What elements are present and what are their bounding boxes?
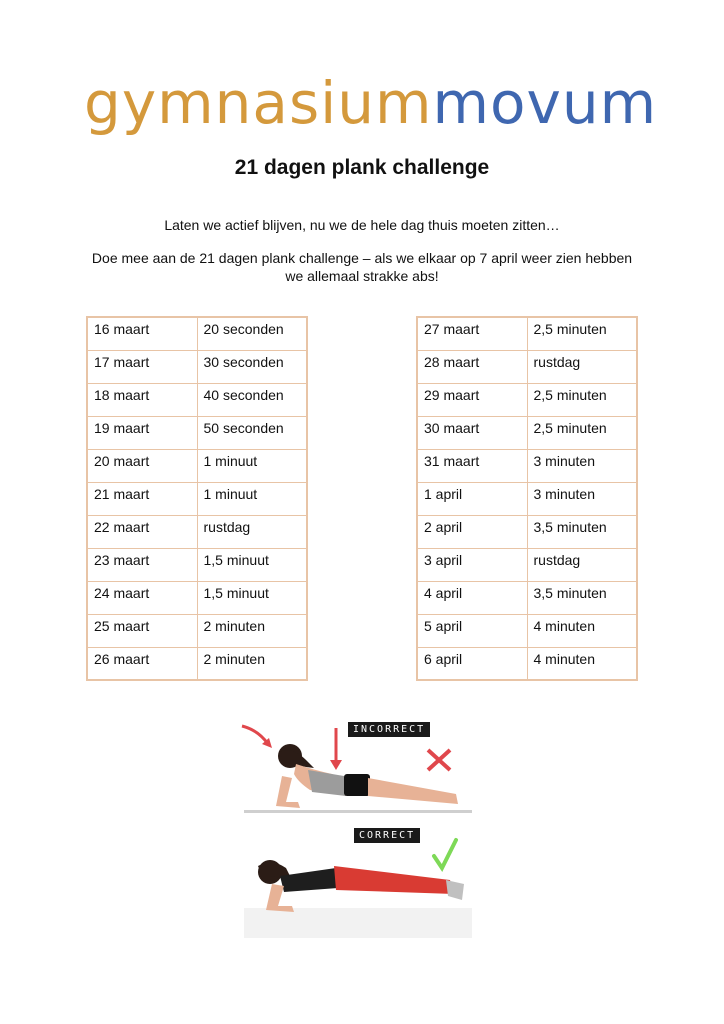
schedule-row <box>87 581 307 614</box>
intro-paragraph-2: Doe mee aan de 21 dagen plank challenge – als we elkaar op 7 april weer zien hebben we allemaal strakke abs! <box>91 250 633 284</box>
schedule-duration: 50 seconden <box>197 416 307 449</box>
schedule-date: 21 maart <box>87 482 197 515</box>
page-title: 21 dagen plank challenge <box>234 156 490 179</box>
schedule-date: 16 maart <box>87 317 197 350</box>
schedule-row <box>87 647 307 680</box>
schedule-row <box>417 350 637 383</box>
schedule-duration: 1,5 minuut <box>197 581 307 614</box>
grey-top <box>308 770 346 796</box>
schedule-duration: 30 seconden <box>197 350 307 383</box>
schedule-date: 18 maart <box>87 383 197 416</box>
schedule-date: 5 april <box>417 614 527 647</box>
schedule-row <box>87 449 307 482</box>
schedule-date: 17 maart <box>87 350 197 383</box>
schedule-duration: 3 minuten <box>527 449 637 482</box>
schedule-date: 24 maart <box>87 581 197 614</box>
schedule-date: 26 maart <box>87 647 197 680</box>
shoe <box>446 880 464 900</box>
schedule-duration: 20 seconden <box>197 317 307 350</box>
schedule-duration: rustdag <box>527 350 637 383</box>
incorrect-label: INCORRECT <box>348 722 430 737</box>
schedule-duration: 2,5 minuten <box>527 416 637 449</box>
logo-text-movum: movum <box>432 69 658 137</box>
schedule-duration: 2 minuten <box>197 614 307 647</box>
schedule-duration: 1 minuut <box>197 482 307 515</box>
schedule-date: 30 maart <box>417 416 527 449</box>
schedule-date: 2 april <box>417 515 527 548</box>
schedule-row <box>87 482 307 515</box>
schedule-duration: 3,5 minuten <box>527 515 637 548</box>
schedule-date: 29 maart <box>417 383 527 416</box>
arrow-head-icon <box>330 760 342 770</box>
schedule-row <box>87 515 307 548</box>
schedule-row <box>417 548 637 581</box>
schedule-row <box>417 383 637 416</box>
schedule-row <box>417 416 637 449</box>
schedule-row <box>417 449 637 482</box>
schedule-row <box>417 581 637 614</box>
schedule-row <box>417 482 637 515</box>
legs <box>368 778 458 804</box>
schedule-duration: 3,5 minuten <box>527 581 637 614</box>
schedule-date: 31 maart <box>417 449 527 482</box>
correct-check-icon <box>434 840 456 868</box>
schedule-date: 27 maart <box>417 317 527 350</box>
mat-line <box>244 810 472 813</box>
schedule-row <box>87 317 307 350</box>
schedule-row <box>87 548 307 581</box>
schedule-date: 3 april <box>417 548 527 581</box>
schedule-date: 25 maart <box>87 614 197 647</box>
schedule-duration: 4 minuten <box>527 614 637 647</box>
schedule-date: 20 maart <box>87 449 197 482</box>
schedule-row <box>417 647 637 680</box>
schedule-date: 19 maart <box>87 416 197 449</box>
schedule-row <box>87 614 307 647</box>
schedule-row <box>417 614 637 647</box>
schedule-table-right <box>416 316 638 681</box>
logo-text-gymnasium: gymnasium <box>84 69 433 137</box>
schedule-duration: 40 seconden <box>197 383 307 416</box>
schedule-duration: 2,5 minuten <box>527 383 637 416</box>
schedule-duration: rustdag <box>527 548 637 581</box>
correct-label: CORRECT <box>354 828 420 843</box>
schedule-date: 4 april <box>417 581 527 614</box>
schedule-date: 6 april <box>417 647 527 680</box>
schedule-date: 23 maart <box>87 548 197 581</box>
schedule-duration: 4 minuten <box>527 647 637 680</box>
schedule-duration: rustdag <box>197 515 307 548</box>
schedule-row <box>417 515 637 548</box>
schedule-date: 28 maart <box>417 350 527 383</box>
schedule-date: 1 april <box>417 482 527 515</box>
schedule-table-left <box>86 316 308 681</box>
schedule-duration: 3 minuten <box>527 482 637 515</box>
schedule-row <box>87 383 307 416</box>
schedule-duration: 2 minuten <box>197 647 307 680</box>
arrow-icon <box>242 726 268 744</box>
black-shorts <box>344 774 370 796</box>
schedule-row <box>417 317 637 350</box>
school-logo <box>84 68 658 150</box>
schedule-duration: 1,5 minuut <box>197 548 307 581</box>
schedule-row <box>87 416 307 449</box>
forearm <box>276 776 300 808</box>
intro-paragraph-1: Laten we actief blijven, nu we de hele dag thuis moeten zitten… <box>164 217 560 233</box>
red-pants <box>334 866 454 894</box>
schedule-duration: 1 minuut <box>197 449 307 482</box>
schedule-date: 22 maart <box>87 515 197 548</box>
plank-illustration <box>236 716 476 942</box>
floor <box>244 908 472 938</box>
schedule-row <box>87 350 307 383</box>
black-top <box>280 868 338 892</box>
schedule-duration: 2,5 minuten <box>527 317 637 350</box>
